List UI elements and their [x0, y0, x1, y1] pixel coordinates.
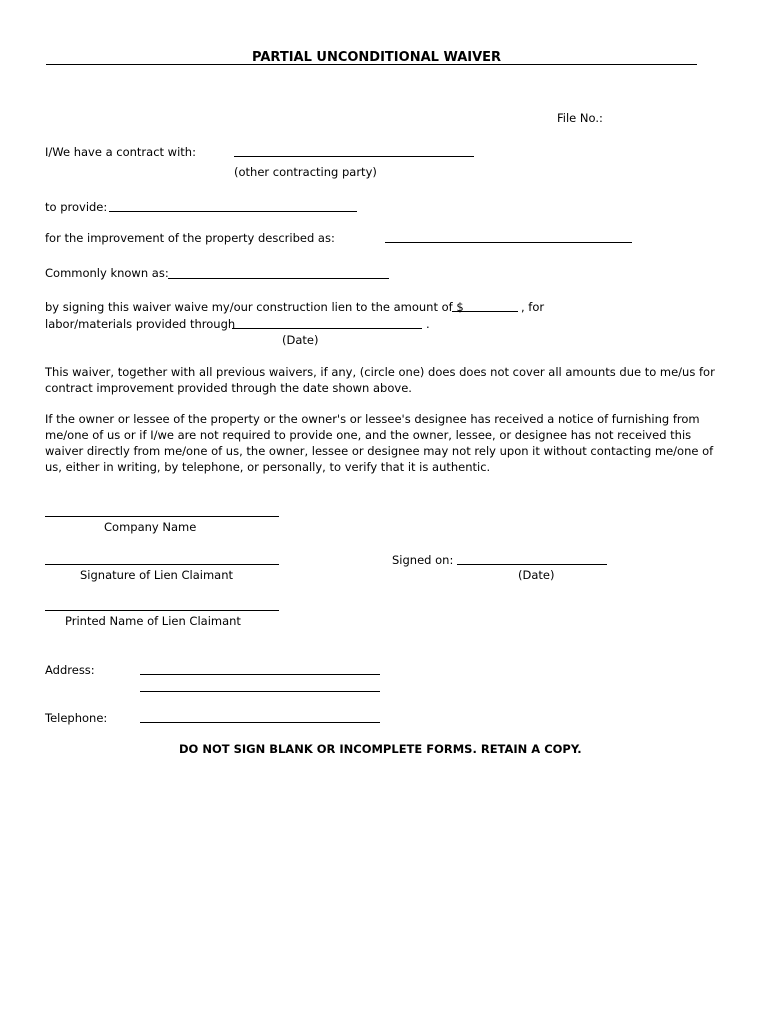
- labor-suffix: .: [426, 317, 430, 331]
- date-caption: (Date): [282, 333, 319, 347]
- printed-name-caption: Printed Name of Lien Claimant: [65, 614, 241, 628]
- labor-label: labor/materials provided through: [45, 317, 236, 331]
- contract-party-field[interactable]: [234, 156, 474, 157]
- company-name-caption: Company Name: [104, 520, 197, 534]
- signature-caption: Signature of Lien Claimant: [80, 568, 234, 582]
- commonly-known-field[interactable]: [168, 278, 389, 279]
- page-title: PARTIAL UNCONDITIONAL WAIVER: [252, 50, 502, 65]
- address-line-2-field[interactable]: [140, 691, 380, 692]
- to-provide-label: to provide:: [45, 200, 108, 214]
- contract-label: I/We have a contract with:: [45, 145, 196, 159]
- signing-text-prefix: by signing this waiver waive my/our construction lien to the amount of $: [45, 300, 464, 314]
- signed-on-date-caption: (Date): [518, 568, 555, 582]
- to-provide-field[interactable]: [109, 211, 357, 212]
- lien-amount-field[interactable]: [452, 311, 518, 312]
- other-party-caption: (other contracting party): [234, 165, 377, 179]
- footer-warning: DO NOT SIGN BLANK OR INCOMPLETE FORMS. RETAIN A COPY.: [179, 742, 582, 756]
- telephone-field[interactable]: [140, 722, 380, 723]
- improvement-label: for the improvement of the property described as:: [45, 231, 335, 245]
- property-description-field[interactable]: [385, 242, 632, 243]
- address-line-1-field[interactable]: [140, 674, 380, 675]
- notice-paragraph: If the owner or lessee of the property or the owner's or lessee's designee has received a notice of furnishing from me/one of us or if I/we are not required to provide one, and the owner, lessee, or designee has not received this waiver directly from me/one of us, the owner, lessee or designee may not rely upon it without contacting me/one of us, either in writing, by telephone, or personally, to verify that it is authentic.: [45, 412, 714, 474]
- signed-on-label: Signed on:: [392, 553, 454, 567]
- signature-field[interactable]: [45, 564, 279, 565]
- file-no-label: File No.:: [557, 111, 603, 125]
- signing-text-suffix: , for: [521, 300, 545, 314]
- commonly-known-label: Commonly known as:: [45, 266, 169, 280]
- printed-name-field[interactable]: [45, 610, 279, 611]
- telephone-label: Telephone:: [45, 711, 108, 725]
- company-name-field[interactable]: [45, 516, 279, 517]
- address-label: Address:: [45, 663, 95, 677]
- through-date-field[interactable]: [232, 328, 422, 329]
- waiver-coverage-paragraph: This waiver, together with all previous waivers, if any, (circle one) does does not cover all amounts due to me/us for contract improvement provided through the date shown above.: [45, 365, 715, 395]
- signed-on-date-field[interactable]: [457, 564, 607, 565]
